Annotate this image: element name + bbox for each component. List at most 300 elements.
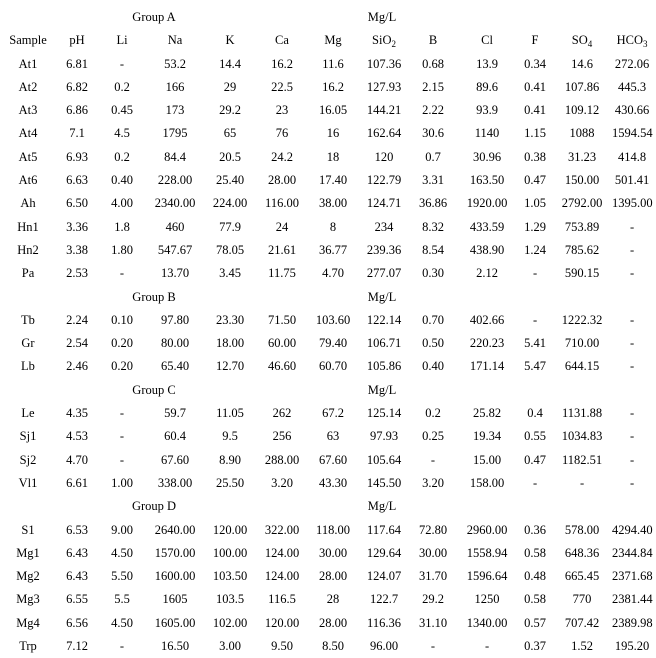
header-hco3-sub: 3 bbox=[642, 39, 648, 50]
value-cell: 2381.44 bbox=[612, 592, 653, 607]
value-cell: 12.70 bbox=[215, 359, 245, 374]
table-row bbox=[0, 192, 652, 215]
table-row bbox=[0, 635, 652, 658]
table-row bbox=[0, 216, 652, 239]
value-cell: 4.00 bbox=[111, 196, 133, 211]
value-cell: 5.47 bbox=[524, 359, 546, 374]
value-cell: - bbox=[532, 312, 538, 327]
group-title-row bbox=[0, 379, 652, 402]
value-cell: 6.43 bbox=[66, 545, 88, 560]
value-cell: 16 bbox=[326, 126, 340, 141]
sample-cell: At4 bbox=[18, 126, 38, 141]
sample-cell: At5 bbox=[18, 149, 38, 164]
value-cell: 173 bbox=[165, 103, 185, 118]
value-cell: 1340.00 bbox=[466, 615, 508, 630]
value-cell: 60.70 bbox=[318, 359, 348, 374]
header-hco3 bbox=[612, 29, 652, 52]
value-cell: - bbox=[629, 242, 635, 257]
value-cell: 122.14 bbox=[366, 312, 402, 327]
value-cell: 6.56 bbox=[66, 615, 88, 630]
value-cell: - bbox=[629, 312, 635, 327]
value-cell: 150.00 bbox=[564, 173, 600, 188]
value-cell: 8 bbox=[329, 219, 337, 234]
value-cell: 11.6 bbox=[322, 56, 344, 71]
value-cell: - bbox=[430, 639, 436, 654]
value-cell: 24 bbox=[275, 219, 289, 234]
sample-cell: Pa bbox=[21, 266, 35, 281]
value-cell: 753.89 bbox=[564, 219, 600, 234]
header-so4 bbox=[552, 29, 612, 52]
value-cell: 117.64 bbox=[367, 522, 401, 537]
value-cell: 14.4 bbox=[219, 56, 241, 71]
value-cell: 145.50 bbox=[366, 475, 402, 490]
table-body bbox=[0, 6, 652, 658]
value-cell: 4.35 bbox=[66, 406, 88, 421]
value-cell: 648.36 bbox=[564, 545, 600, 560]
table-row bbox=[0, 76, 652, 99]
value-cell: 96.00 bbox=[369, 639, 399, 654]
sample-cell: Le bbox=[21, 406, 35, 421]
value-cell: 3.31 bbox=[422, 173, 444, 188]
table-row bbox=[0, 146, 652, 169]
value-cell: 438.90 bbox=[469, 242, 505, 257]
value-cell: 277.07 bbox=[366, 266, 402, 281]
value-cell: 3.45 bbox=[219, 266, 241, 281]
value-cell: - bbox=[119, 452, 125, 467]
sample-cell: Mg1 bbox=[16, 545, 40, 560]
sample-cell: Sj1 bbox=[19, 429, 37, 444]
value-cell: 80.00 bbox=[160, 336, 190, 351]
value-cell: 0.58 bbox=[524, 592, 546, 607]
value-cell: 5.50 bbox=[111, 569, 133, 584]
value-cell: - bbox=[532, 266, 538, 281]
value-cell: 1795 bbox=[162, 126, 188, 141]
unit-label: Mg/L bbox=[367, 10, 397, 24]
value-cell: 262 bbox=[272, 406, 292, 421]
value-cell: 100.00 bbox=[212, 545, 248, 560]
value-cell: 116.00 bbox=[265, 196, 299, 211]
value-cell: 28.00 bbox=[318, 569, 348, 584]
table-row bbox=[0, 169, 652, 192]
value-cell: 127.93 bbox=[366, 79, 402, 94]
value-cell: 9.5 bbox=[222, 429, 238, 444]
value-cell: 30.00 bbox=[418, 545, 448, 560]
value-cell: 1.15 bbox=[524, 126, 546, 141]
value-cell: 9.00 bbox=[111, 522, 133, 537]
value-cell: 15.00 bbox=[472, 452, 502, 467]
value-cell: 224.00 bbox=[212, 196, 248, 211]
value-cell: 67.60 bbox=[318, 452, 348, 467]
value-cell: 0.30 bbox=[422, 266, 444, 281]
table-row bbox=[0, 355, 652, 378]
value-cell: 288.00 bbox=[264, 452, 300, 467]
value-cell: - bbox=[119, 429, 125, 444]
value-cell: 125.14 bbox=[366, 406, 402, 421]
value-cell: 53.2 bbox=[164, 56, 186, 71]
table-row bbox=[0, 332, 652, 355]
value-cell: 234 bbox=[374, 219, 394, 234]
unit-label: Mg/L bbox=[367, 382, 397, 397]
value-cell: 163.50 bbox=[469, 173, 505, 188]
header-so4-sub: 4 bbox=[587, 39, 593, 50]
value-cell: 124.00 bbox=[264, 545, 300, 560]
value-cell: 2.54 bbox=[66, 336, 88, 351]
value-cell: 1600.00 bbox=[154, 569, 196, 584]
value-cell: 1250 bbox=[474, 592, 500, 607]
value-cell: 2960.00 bbox=[466, 522, 508, 537]
value-cell: 97.80 bbox=[160, 312, 190, 327]
value-cell: 25.50 bbox=[215, 475, 245, 490]
value-cell: 71.50 bbox=[267, 312, 297, 327]
value-cell: 1395.00 bbox=[612, 196, 653, 211]
header-sample: Sample bbox=[9, 33, 47, 48]
sample-cell: Mg2 bbox=[16, 569, 40, 584]
value-cell: 72.80 bbox=[418, 522, 448, 537]
value-cell: 103.50 bbox=[212, 569, 248, 584]
value-cell: 414.8 bbox=[617, 149, 647, 164]
sample-cell: Sj2 bbox=[19, 452, 37, 467]
value-cell: 0.45 bbox=[111, 103, 133, 118]
value-cell: 21.61 bbox=[267, 242, 297, 257]
value-cell: 63 bbox=[326, 429, 340, 444]
value-cell: 272.06 bbox=[614, 56, 650, 71]
sample-cell: Mg3 bbox=[16, 592, 40, 607]
value-cell: - bbox=[119, 639, 125, 654]
value-cell: 67.60 bbox=[160, 452, 190, 467]
sample-cell: Trp bbox=[19, 639, 37, 654]
value-cell: 6.63 bbox=[66, 173, 88, 188]
value-cell: 402.66 bbox=[469, 312, 505, 327]
value-cell: 195.20 bbox=[614, 639, 650, 654]
value-cell: 5.5 bbox=[114, 592, 130, 607]
value-cell: 16.05 bbox=[318, 103, 348, 118]
value-cell: 4.70 bbox=[66, 452, 88, 467]
value-cell: 0.2 bbox=[425, 406, 441, 421]
sample-cell: At6 bbox=[18, 173, 38, 188]
table-row bbox=[0, 542, 652, 565]
value-cell: 60.4 bbox=[164, 429, 186, 444]
value-cell: - bbox=[629, 475, 635, 490]
sample-cell: At1 bbox=[18, 56, 38, 71]
value-cell: 78.05 bbox=[215, 242, 245, 257]
header-sio2 bbox=[358, 29, 410, 52]
value-cell: 1.00 bbox=[111, 475, 133, 490]
value-cell: 23 bbox=[275, 103, 289, 118]
value-cell: 707.42 bbox=[564, 615, 600, 630]
value-cell: 8.54 bbox=[422, 242, 444, 257]
value-cell: 5.41 bbox=[524, 336, 546, 351]
header-k: K bbox=[225, 33, 235, 48]
value-cell: - bbox=[579, 475, 585, 490]
value-cell: 0.20 bbox=[111, 336, 133, 351]
value-cell: 256 bbox=[272, 429, 292, 444]
value-cell: 120.00 bbox=[264, 615, 300, 630]
value-cell: 8.90 bbox=[219, 452, 241, 467]
value-cell: 17.40 bbox=[318, 173, 348, 188]
table-row bbox=[0, 53, 652, 76]
value-cell: 20.5 bbox=[219, 149, 241, 164]
value-cell: 6.53 bbox=[66, 522, 88, 537]
header-f: F bbox=[531, 33, 539, 48]
value-cell: 2389.98 bbox=[612, 615, 653, 630]
value-cell: 1.80 bbox=[111, 242, 133, 257]
group-label: Group A bbox=[132, 10, 176, 24]
value-cell: 0.55 bbox=[524, 429, 546, 444]
value-cell: 16.2 bbox=[322, 79, 344, 94]
value-cell: 0.37 bbox=[524, 639, 546, 654]
value-cell: 2.22 bbox=[422, 103, 444, 118]
value-cell: 1131.88 bbox=[561, 406, 603, 421]
value-cell: 3.20 bbox=[422, 475, 444, 490]
value-cell: 105.86 bbox=[366, 359, 402, 374]
value-cell: 0.68 bbox=[422, 56, 444, 71]
value-cell: 0.34 bbox=[524, 56, 546, 71]
value-cell: 1.8 bbox=[114, 219, 130, 234]
value-cell: 0.57 bbox=[524, 615, 546, 630]
table-row bbox=[0, 425, 652, 448]
value-cell: 103.5 bbox=[215, 592, 245, 607]
value-cell: 1920.00 bbox=[466, 196, 508, 211]
value-cell: 1.05 bbox=[524, 196, 546, 211]
group-title-row bbox=[0, 495, 652, 518]
value-cell: 25.82 bbox=[472, 406, 502, 421]
value-cell: 0.47 bbox=[524, 452, 546, 467]
value-cell: 89.6 bbox=[476, 79, 498, 94]
value-cell: 36.86 bbox=[418, 196, 448, 211]
value-cell: 8.32 bbox=[422, 219, 444, 234]
value-cell: 16.2 bbox=[271, 56, 293, 71]
value-cell: 3.38 bbox=[66, 242, 88, 257]
value-cell: 0.50 bbox=[422, 336, 444, 351]
value-cell: 2640.00 bbox=[154, 522, 196, 537]
unit-label: Mg/L bbox=[367, 499, 397, 514]
value-cell: 1558.94 bbox=[466, 545, 508, 560]
value-cell: 65 bbox=[223, 126, 237, 141]
value-cell: 103.60 bbox=[315, 312, 351, 327]
value-cell: 6.61 bbox=[66, 475, 88, 490]
value-cell: 7.12 bbox=[66, 639, 88, 654]
value-cell: 1570.00 bbox=[154, 545, 196, 560]
sample-cell: At3 bbox=[18, 103, 38, 118]
value-cell: 445.3 bbox=[617, 79, 647, 94]
value-cell: 109.12 bbox=[564, 103, 600, 118]
value-cell: 1596.64 bbox=[466, 569, 508, 584]
value-cell: 665.45 bbox=[564, 569, 600, 584]
sample-cell: Mg4 bbox=[16, 615, 40, 630]
value-cell: 77.9 bbox=[219, 219, 241, 234]
header-mg: Mg bbox=[324, 33, 342, 48]
header-ph: pH bbox=[69, 33, 85, 48]
header-sio2-sub: 2 bbox=[391, 39, 396, 50]
value-cell: 7.1 bbox=[69, 126, 85, 141]
value-cell: - bbox=[629, 359, 635, 374]
value-cell: 65.40 bbox=[160, 359, 190, 374]
value-cell: 144.21 bbox=[366, 103, 402, 118]
value-cell: 644.15 bbox=[564, 359, 600, 374]
value-cell: 0.58 bbox=[524, 545, 546, 560]
header-li: Li bbox=[116, 33, 128, 48]
group-label: Group B bbox=[132, 289, 176, 304]
value-cell: 43.30 bbox=[318, 475, 348, 490]
group-title-row bbox=[0, 286, 652, 309]
value-cell: 6.81 bbox=[66, 56, 88, 71]
value-cell: 2340.00 bbox=[154, 196, 196, 211]
table-row bbox=[0, 472, 652, 495]
value-cell: 770 bbox=[572, 592, 592, 607]
group-title-row bbox=[0, 6, 652, 29]
value-cell: 2371.68 bbox=[612, 569, 653, 584]
value-cell: 25.40 bbox=[215, 173, 245, 188]
header-so4-main: SO bbox=[571, 33, 588, 48]
value-cell: 0.7 bbox=[425, 149, 441, 164]
value-cell: 0.70 bbox=[422, 312, 444, 327]
value-cell: 30.00 bbox=[318, 545, 348, 560]
value-cell: 120.00 bbox=[212, 522, 248, 537]
value-cell: 13.9 bbox=[476, 56, 498, 71]
value-cell: 93.9 bbox=[476, 103, 498, 118]
value-cell: 2.46 bbox=[66, 359, 88, 374]
value-cell: 0.48 bbox=[524, 569, 546, 584]
value-cell: 107.36 bbox=[366, 56, 402, 71]
table-row bbox=[0, 519, 652, 542]
value-cell: 120 bbox=[374, 149, 394, 164]
value-cell: 0.36 bbox=[524, 522, 546, 537]
value-cell: 0.20 bbox=[111, 359, 133, 374]
table-row bbox=[0, 449, 652, 472]
value-cell: 2.24 bbox=[66, 312, 88, 327]
value-cell: 2.12 bbox=[476, 266, 498, 281]
value-cell: 171.14 bbox=[469, 359, 505, 374]
value-cell: 18.00 bbox=[215, 336, 245, 351]
value-cell: 28 bbox=[326, 592, 340, 607]
value-cell: 16.50 bbox=[160, 639, 190, 654]
value-cell: 0.40 bbox=[422, 359, 444, 374]
water-chemistry-table bbox=[0, 6, 652, 658]
value-cell: - bbox=[629, 406, 635, 421]
value-cell: 785.62 bbox=[564, 242, 600, 257]
value-cell: 28.00 bbox=[267, 173, 297, 188]
value-cell: 106.71 bbox=[366, 336, 402, 351]
value-cell: 0.41 bbox=[524, 103, 546, 118]
value-cell: 29 bbox=[223, 79, 237, 94]
value-cell: 97.93 bbox=[369, 429, 399, 444]
value-cell: 30.6 bbox=[422, 126, 444, 141]
header-ca: Ca bbox=[275, 33, 289, 48]
value-cell: 578.00 bbox=[564, 522, 600, 537]
value-cell: 36.77 bbox=[318, 242, 348, 257]
sample-cell: Ah bbox=[20, 196, 36, 211]
value-cell: - bbox=[119, 56, 125, 71]
table-row bbox=[0, 99, 652, 122]
value-cell: 158.00 bbox=[469, 475, 505, 490]
sample-cell: Hn1 bbox=[17, 219, 39, 234]
value-cell: 11.75 bbox=[268, 266, 296, 281]
value-cell: 6.86 bbox=[66, 103, 88, 118]
value-cell: 23.30 bbox=[215, 312, 245, 327]
value-cell: 124.07 bbox=[366, 569, 402, 584]
value-cell: 4.5 bbox=[114, 126, 130, 141]
header-na: Na bbox=[167, 33, 183, 48]
table-row bbox=[0, 262, 652, 285]
value-cell: 18 bbox=[326, 149, 340, 164]
value-cell: 107.86 bbox=[564, 79, 600, 94]
sample-cell: Vl1 bbox=[18, 475, 38, 490]
value-cell: 122.79 bbox=[366, 173, 402, 188]
value-cell: 22.5 bbox=[271, 79, 293, 94]
value-cell: 129.64 bbox=[366, 545, 402, 560]
table-row bbox=[0, 612, 652, 635]
value-cell: 29.2 bbox=[422, 592, 444, 607]
value-cell: 1605.00 bbox=[154, 615, 196, 630]
value-cell: 322.00 bbox=[264, 522, 300, 537]
value-cell: 84.4 bbox=[164, 149, 186, 164]
value-cell: 122.7 bbox=[369, 592, 399, 607]
value-cell: 1182.51 bbox=[561, 452, 603, 467]
value-cell: 2.15 bbox=[422, 79, 444, 94]
sample-cell: S1 bbox=[21, 522, 35, 537]
value-cell: 3.00 bbox=[219, 639, 241, 654]
value-cell: 14.6 bbox=[571, 56, 593, 71]
sample-cell: Tb bbox=[21, 312, 35, 327]
value-cell: 31.70 bbox=[418, 569, 448, 584]
value-cell: 30.96 bbox=[472, 149, 502, 164]
value-cell: 228.00 bbox=[157, 173, 193, 188]
group-label: Group D bbox=[131, 499, 177, 514]
value-cell: 4.53 bbox=[66, 429, 88, 444]
value-cell: 0.41 bbox=[524, 79, 546, 94]
value-cell: 118.00 bbox=[316, 522, 350, 537]
value-cell: - bbox=[532, 475, 538, 490]
value-cell: 1.24 bbox=[524, 242, 546, 257]
value-cell: 6.82 bbox=[66, 79, 88, 94]
value-cell: 4.50 bbox=[111, 545, 133, 560]
value-cell: 124.00 bbox=[264, 569, 300, 584]
value-cell: 0.38 bbox=[524, 149, 546, 164]
sample-cell: Lb bbox=[21, 359, 35, 374]
value-cell: 67.2 bbox=[322, 406, 344, 421]
table-row bbox=[0, 565, 652, 588]
value-cell: 31.10 bbox=[418, 615, 448, 630]
value-cell: 6.93 bbox=[66, 149, 88, 164]
value-cell: 59.7 bbox=[164, 406, 186, 421]
value-cell: 2344.84 bbox=[612, 545, 653, 560]
value-cell: 3.36 bbox=[66, 219, 88, 234]
value-cell: 0.4 bbox=[527, 406, 543, 421]
value-cell: 430.66 bbox=[614, 103, 650, 118]
column-header-row bbox=[0, 29, 652, 52]
value-cell: 710.00 bbox=[564, 336, 600, 351]
value-cell: 6.55 bbox=[66, 592, 88, 607]
header-cl: Cl bbox=[481, 33, 493, 48]
value-cell: 1140 bbox=[474, 126, 500, 141]
value-cell: 105.64 bbox=[366, 452, 402, 467]
value-cell: 31.23 bbox=[567, 149, 597, 164]
value-cell: - bbox=[119, 266, 125, 281]
value-cell: 501.41 bbox=[614, 173, 650, 188]
group-label: Group C bbox=[132, 382, 176, 397]
value-cell: 76 bbox=[275, 126, 289, 141]
value-cell: 2792.00 bbox=[561, 196, 603, 211]
value-cell: 220.23 bbox=[469, 336, 505, 351]
value-cell: 1.52 bbox=[571, 639, 593, 654]
header-b: B bbox=[428, 33, 438, 48]
sample-cell: At2 bbox=[18, 79, 38, 94]
value-cell: 590.15 bbox=[564, 266, 600, 281]
value-cell: 1.29 bbox=[524, 219, 546, 234]
header-hco3-main: HCO bbox=[616, 33, 643, 48]
value-cell: - bbox=[629, 429, 635, 444]
value-cell: 162.64 bbox=[366, 126, 402, 141]
